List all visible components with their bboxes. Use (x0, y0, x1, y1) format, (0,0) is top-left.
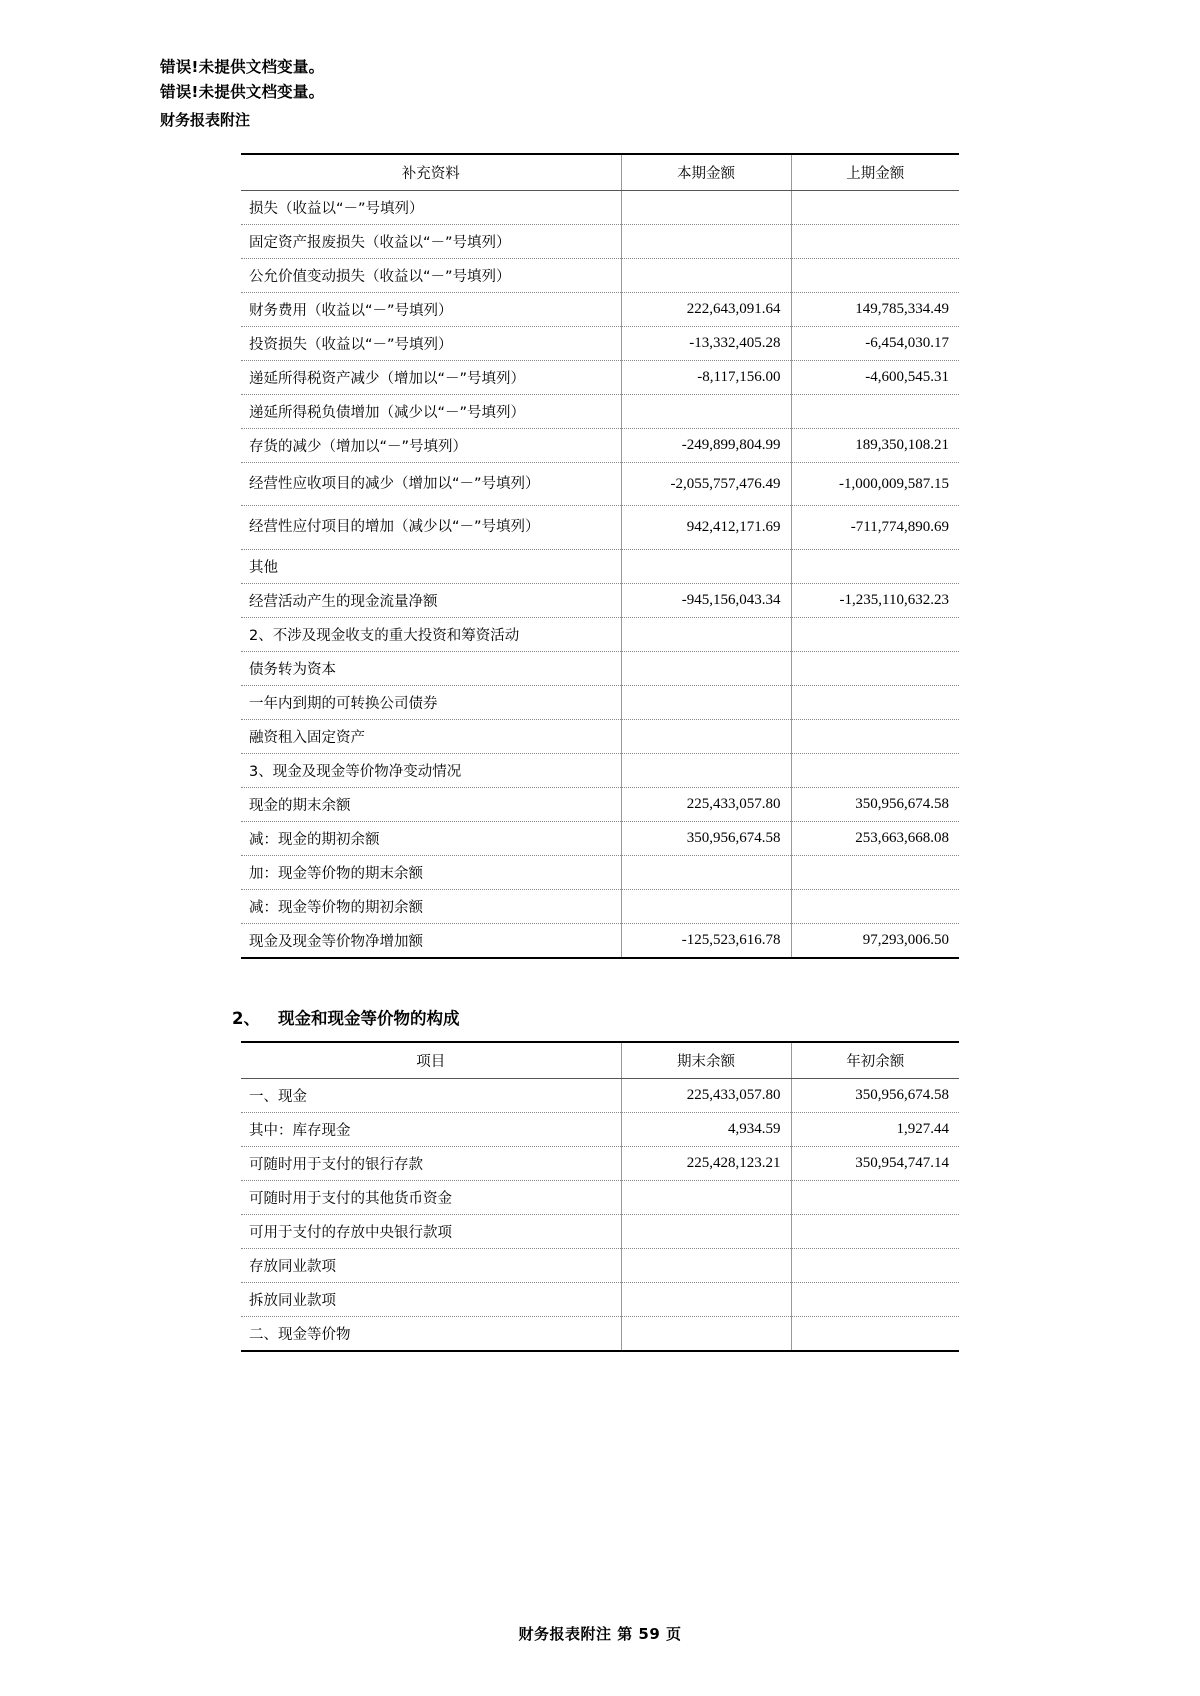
row-label: 递延所得税负债增加（减少以“－”号填列） (241, 395, 621, 429)
table-row (241, 225, 959, 259)
table-row (241, 685, 959, 719)
row-label: 其中：库存现金 (241, 1112, 621, 1146)
row-value-prior (791, 719, 959, 753)
row-value-current (621, 1180, 791, 1214)
row-value-prior (791, 1180, 959, 1214)
row-label: 现金及现金等价物净增加额 (241, 923, 621, 958)
table-row (241, 1078, 959, 1112)
document-header (160, 55, 1040, 133)
row-value-current (621, 685, 791, 719)
table-row (241, 855, 959, 889)
row-value-prior (791, 1248, 959, 1282)
cash-composition-table (241, 1041, 959, 1352)
row-value-current: 225,433,057.80 (621, 787, 791, 821)
section-2-number: 2、 (232, 1008, 260, 1028)
row-label: 可随时用于支付的其他货币资金 (241, 1180, 621, 1214)
row-label: 现金的期末余额 (241, 787, 621, 821)
table-row (241, 361, 959, 395)
row-label: 一、现金 (241, 1078, 621, 1112)
row-value-current: 225,433,057.80 (621, 1078, 791, 1112)
row-label: 可随时用于支付的银行存款 (241, 1146, 621, 1180)
table-row (241, 753, 959, 787)
row-label: 存放同业款项 (241, 1248, 621, 1282)
row-value-current: -8,117,156.00 (621, 361, 791, 395)
table-row (241, 889, 959, 923)
row-value-current: -945,156,043.34 (621, 583, 791, 617)
row-value-current (621, 753, 791, 787)
supplementary-cashflow-table (241, 153, 959, 959)
table-row (241, 395, 959, 429)
row-value-current (621, 1282, 791, 1316)
row-value-prior: 350,954,747.14 (791, 1146, 959, 1180)
row-value-current (621, 1316, 791, 1351)
row-value-prior (791, 753, 959, 787)
row-label: 减：现金的期初余额 (241, 821, 621, 855)
row-value-prior (791, 855, 959, 889)
row-label: 融资租入固定资产 (241, 719, 621, 753)
table-row (241, 327, 959, 361)
row-value-current: 350,956,674.58 (621, 821, 791, 855)
row-label: 财务费用（收益以“－”号填列） (241, 293, 621, 327)
column-header: 本期金额 (621, 154, 791, 191)
row-label: 经营活动产生的现金流量净额 (241, 583, 621, 617)
table-row (241, 787, 959, 821)
section-2-title (232, 1005, 1040, 1029)
row-value-prior: -1,000,009,587.15 (791, 463, 959, 506)
row-value-current (621, 719, 791, 753)
row-value-prior: -711,774,890.69 (791, 506, 959, 549)
row-value-prior: 350,956,674.58 (791, 787, 959, 821)
row-value-prior (791, 1214, 959, 1248)
section-2-label: 现金和现金等价物的构成 (278, 1008, 460, 1028)
table-row (241, 651, 959, 685)
row-value-current (621, 1248, 791, 1282)
row-value-current: -2,055,757,476.49 (621, 463, 791, 506)
row-value-current: -125,523,616.78 (621, 923, 791, 958)
table-row (241, 1316, 959, 1351)
row-value-prior (791, 1316, 959, 1351)
table-row (241, 1146, 959, 1180)
row-value-prior: 149,785,334.49 (791, 293, 959, 327)
row-label: 递延所得税资产减少（增加以“－”号填列） (241, 361, 621, 395)
row-value-prior: 1,927.44 (791, 1112, 959, 1146)
row-value-prior (791, 1282, 959, 1316)
row-label: 加：现金等价物的期末余额 (241, 855, 621, 889)
row-label: 3、现金及现金等价物净变动情况 (241, 753, 621, 787)
supplementary-cashflow-table-wrap (160, 153, 1040, 959)
row-value-prior: -6,454,030.17 (791, 327, 959, 361)
table-row (241, 1180, 959, 1214)
row-label: 固定资产报废损失（收益以“－”号填列） (241, 225, 621, 259)
header-line-3: 财务报表附注 (160, 111, 251, 129)
table-row (241, 506, 959, 549)
row-label: 存货的减少（增加以“－”号填列） (241, 429, 621, 463)
row-label: 拆放同业款项 (241, 1282, 621, 1316)
row-label: 其他 (241, 549, 621, 583)
table-header-row (241, 154, 959, 191)
header-line-2: 错误!未提供文档变量。 (160, 83, 325, 101)
table-row (241, 821, 959, 855)
table-row (241, 293, 959, 327)
row-value-current (621, 617, 791, 651)
header-line-1: 错误!未提供文档变量。 (160, 58, 325, 76)
table-row (241, 429, 959, 463)
column-header: 上期金额 (791, 154, 959, 191)
table-header-row (241, 1042, 959, 1079)
row-value-prior (791, 549, 959, 583)
row-value-prior (791, 685, 959, 719)
row-value-prior (791, 651, 959, 685)
row-value-current (621, 225, 791, 259)
column-header: 项目 (241, 1042, 621, 1079)
row-label: 投资损失（收益以“－”号填列） (241, 327, 621, 361)
row-value-prior: -1,235,110,632.23 (791, 583, 959, 617)
row-value-current (621, 395, 791, 429)
column-header: 补充资料 (241, 154, 621, 191)
row-value-current (621, 855, 791, 889)
table-row (241, 549, 959, 583)
column-header: 期末余额 (621, 1042, 791, 1079)
row-value-prior (791, 617, 959, 651)
row-value-current: 225,428,123.21 (621, 1146, 791, 1180)
row-value-prior (791, 259, 959, 293)
page-footer: 财务报表附注 第 59 页 (518, 1625, 682, 1643)
row-label: 减：现金等价物的期初余额 (241, 889, 621, 923)
table-row (241, 1112, 959, 1146)
row-value-current: 942,412,171.69 (621, 506, 791, 549)
row-value-prior: 97,293,006.50 (791, 923, 959, 958)
table-row (241, 617, 959, 651)
row-label: 债务转为资本 (241, 651, 621, 685)
cash-composition-table-wrap (160, 1041, 1040, 1352)
row-value-current (621, 549, 791, 583)
table-row (241, 191, 959, 225)
row-value-current: 222,643,091.64 (621, 293, 791, 327)
table-row (241, 719, 959, 753)
row-label: 经营性应付项目的增加（减少以“－”号填列） (241, 506, 621, 549)
row-label: 2、不涉及现金收支的重大投资和筹资活动 (241, 617, 621, 651)
row-value-prior (791, 889, 959, 923)
row-value-prior: 350,956,674.58 (791, 1078, 959, 1112)
table-row (241, 923, 959, 958)
row-label: 经营性应收项目的减少（增加以“－”号填列） (241, 463, 621, 506)
row-value-current: -13,332,405.28 (621, 327, 791, 361)
row-value-prior (791, 191, 959, 225)
table-row (241, 583, 959, 617)
row-value-prior: -4,600,545.31 (791, 361, 959, 395)
row-value-current (621, 889, 791, 923)
row-label: 损失（收益以“－”号填列） (241, 191, 621, 225)
table-row (241, 463, 959, 506)
row-value-prior: 189,350,108.21 (791, 429, 959, 463)
table-row (241, 1248, 959, 1282)
row-value-current (621, 1214, 791, 1248)
row-value-current (621, 651, 791, 685)
row-value-current (621, 191, 791, 225)
table-row (241, 1282, 959, 1316)
table-row (241, 259, 959, 293)
row-label: 可用于支付的存放中央银行款项 (241, 1214, 621, 1248)
row-label: 二、现金等价物 (241, 1316, 621, 1351)
row-value-current (621, 259, 791, 293)
column-header: 年初余额 (791, 1042, 959, 1079)
row-value-current: 4,934.59 (621, 1112, 791, 1146)
row-value-current: -249,899,804.99 (621, 429, 791, 463)
row-label: 一年内到期的可转换公司债券 (241, 685, 621, 719)
row-value-prior (791, 395, 959, 429)
row-value-prior (791, 225, 959, 259)
table-row (241, 1214, 959, 1248)
row-value-prior: 253,663,668.08 (791, 821, 959, 855)
row-label: 公允价值变动损失（收益以“－”号填列） (241, 259, 621, 293)
